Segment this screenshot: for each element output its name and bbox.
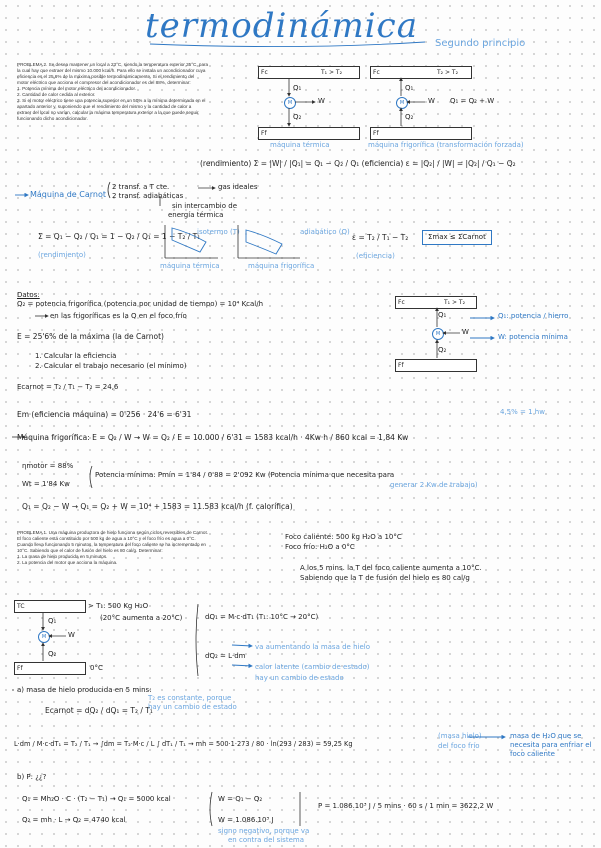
em-line: Em (eficiencia máquina) = 0'256 · 24'6 = 6'31 bbox=[17, 410, 192, 419]
tc-subnote: (20°C aumenta a 20°C) bbox=[100, 614, 183, 622]
cold-reservoir-box-3: Ff bbox=[395, 359, 477, 372]
cold-reservoir-box: Ff bbox=[258, 127, 360, 140]
p-result: P = 1.086.10³ J / 5 mins · 60 s / 1 min = 3622,2 W bbox=[318, 802, 494, 810]
derivation: L·dm / M·c·dT₁ = T₂ / T₁ → ∫dm = T₂·M·c / L ∫ dT₁ / T₁ → mh = 500·1·273 / 80 · ln(293 / 283) = 59,25 Kg bbox=[14, 740, 353, 748]
pct-note: 4,5% = 1 hw bbox=[500, 408, 545, 416]
hot-reservoir-box: Fc T₁ > T₂ bbox=[258, 66, 360, 79]
q1-potencia-note: Q₁: potencia / hierro bbox=[498, 312, 569, 320]
masa-h2o-note: masa de H₂O que se necesita para enfriar el foco caliente bbox=[510, 732, 592, 758]
dq1-formula: dQ₁ = M·c·dT₁ (T₁: 10°C → 20°C) bbox=[205, 613, 319, 621]
w-label: W bbox=[318, 97, 325, 105]
carnot-note-2: hay un cambio de estado bbox=[148, 703, 237, 711]
carnot-sub-1: sin intercambio de bbox=[172, 202, 238, 210]
problem-2-text: PROBLEMA 2. Se desea mantener un local a 23°C, siendo la temperatura exterior 35°C, para la cual hay que extraer del mismo 10.000 kcal/h. Para ello se instala un acondicionador cuya eficiencia es el 25,6% de la máxima posible termodinámicamente. Si el rendimiento del motor eléctrico que acciona el compresor del acondicionador es del 88%, determinar: 1. Potencia mínima del motor eléctrico del acondicionador. 2. Cantidad de calor cedida al exterior. 3. Si el motor eléctrico tiene una potencia superior en un 50% a la mínima determinada en el apartado anterior y, suponiendo que el rendimiento del mismo y la cantidad de calor a extraer del local no varían, calcular la máxima temperatura exterior a la que puede seguir funcionando dicho acondicionador. bbox=[17, 62, 209, 121]
step-1: 1. Calcular la eficiencia bbox=[35, 352, 117, 360]
oc-label: 0°C bbox=[90, 664, 103, 672]
w-part-b-2: W = 1.086.10³ J bbox=[218, 816, 274, 824]
q2-label-2: Q₂ bbox=[405, 113, 414, 121]
blue-note-1: va aumentando la masa de hielo bbox=[255, 643, 370, 651]
tc-value: > T₁: 500 Kg H₂O bbox=[88, 602, 149, 610]
carnot-eps-formula: ε = T₂ / T₁ − T₂ bbox=[352, 233, 409, 242]
isotermo-label: isotermo (T) bbox=[197, 228, 240, 236]
carnot-side-note: gas ideales bbox=[218, 183, 258, 191]
eficiencia-label: (eficiencia) bbox=[356, 252, 395, 260]
negative-note-1: signo negativo, porque va bbox=[218, 827, 310, 835]
q2-definition: Q₂ = potencia frigorífica (potencia por unidad de tiempo) = 10⁴ Kcal/h bbox=[17, 300, 264, 308]
foco-frio: Foco frío: H₂O a 0°C bbox=[285, 543, 355, 551]
rendimiento-label: (rendimiento) bbox=[38, 251, 86, 259]
masa-hielo-note-2: del foco frío bbox=[438, 742, 480, 750]
adiabatico-label: adiabático (Q) bbox=[300, 228, 350, 236]
diagram-2-caption: máquina frigorífica (transformación forzada) bbox=[368, 141, 524, 149]
q2-label-3: Q₂ bbox=[438, 346, 447, 354]
q1-label-2: Q₁ bbox=[405, 84, 414, 92]
q2-subnote: en las frigoríficas es la Q en el foco frío bbox=[50, 312, 187, 320]
machine-m-icon-3: M bbox=[432, 328, 444, 340]
blue-note-2: calor latente (cambio de estado) bbox=[255, 663, 370, 671]
page-subtitle: Segundo principio bbox=[435, 38, 526, 49]
w-label-2: W bbox=[428, 97, 435, 105]
q1-result: Q₁ = Q₂ − W → Q₁ = Q₂ + W = 10⁴ + 1583 = 11.583 kcal/h (f. calorífica) bbox=[22, 502, 293, 511]
carnot-sub-2: energía térmica bbox=[168, 211, 224, 219]
carnot-ratio: Ecarnot = dQ₂ / dQ₁ = T₂ / T₁ bbox=[45, 706, 153, 715]
page-title: termodinámica bbox=[145, 6, 418, 46]
q2-label-4: Q₂ bbox=[48, 650, 57, 658]
negative-note-2: en contra del sistema bbox=[228, 836, 304, 844]
foco-caliente: Foco caliente: 500 kg H₂O a 10°C bbox=[285, 533, 402, 541]
part-a-heading: a) masa de hielo producida en 5 mins: bbox=[17, 686, 152, 694]
e-definition: E = 25'6% de la máxima (la de Carnot) bbox=[17, 332, 164, 341]
q1-label-3: Q₁ bbox=[438, 311, 447, 319]
w-label-3: W bbox=[462, 328, 469, 336]
hot-reservoir-box-3: Fc T₁ > T₂ bbox=[395, 296, 477, 309]
machine-m-icon: M bbox=[284, 97, 296, 109]
part-b-heading: b) P: ¿¿? bbox=[17, 773, 47, 781]
datos-heading: Datos: bbox=[17, 291, 40, 299]
q1-label-4: Q₁ bbox=[48, 617, 57, 625]
carnot-brace-2: 2 transf. adiabáticas bbox=[112, 192, 184, 200]
w-part-b-1: W = Q₁ − Q₂ bbox=[218, 795, 263, 803]
problem-1-text: PROBLEMA 1. Una máquina productora de hielo funciona según ciclos reversibles de Carnot. El foco caliente está constituido por 500 kg de agua a 10°C y el foco frío es agua a 0°C. Cuando lleva funcionando 5 minutos, la temperatura del foco caliente se ha incrementado en 10°C. Sabiendo que el calor de fusión del hielo es 80 cal/g. Determinar: 1. La masa de hielo producida en 5 minutos. 2. La potencia del motor que acciona la máquina. bbox=[17, 530, 209, 565]
n-motor: ηmotor = 88% bbox=[22, 462, 74, 470]
w-potencia-note: W: potencia mínima bbox=[498, 333, 568, 341]
cold-reservoir-box-2: Ff bbox=[370, 127, 472, 140]
hot-reservoir-box-4: TC bbox=[14, 600, 86, 613]
hot-reservoir-box-2: Fc T₂ > T₂ bbox=[370, 66, 472, 79]
potencia-minima: Potencia mínima: Pmín = 1'84 / 0'88 = 2'092 Kw (Potencia mínima que necesita para bbox=[95, 471, 395, 479]
frigorifica-line: Máquina frigorífica: E = Q₂ / W → W = Q₂ / E = 10.000 / 6'31 = 1583 kcal/h · 4Kw·h / 860 kcal = 1,84 Kw bbox=[17, 433, 409, 442]
fusion-note: Sabiendo que la T de fusión del hielo es 80 cal/g bbox=[300, 574, 470, 582]
w-label-4: W bbox=[68, 631, 75, 639]
five-mins-note: A los 5 mins. la T del foco caliente aumenta a 10°C. bbox=[300, 564, 482, 572]
step-2: 2. Calcular el trabajo necesario (el mínimo) bbox=[35, 362, 187, 370]
e-carnot: Ecarnot = T₂ / T₁ − T₂ = 24,6 bbox=[17, 383, 119, 391]
wt-value: Wt = 1'84 Kw bbox=[22, 480, 70, 488]
q1-part-b: Q₁ = Mh₂O · C · (T₂ − T₁) → Q₁ = 5000 kcal bbox=[22, 795, 171, 803]
carnot-efficiency-formula: Σ = Q₁ − Q₂ / Q₁ = 1 − Q₂ / Q₁ = 1 − T₂ / T₁ bbox=[38, 232, 201, 241]
blue-note-3: hay un cambio de estado bbox=[255, 674, 344, 682]
carnot-inequality: Σmax ≤ ΣCarnot bbox=[422, 230, 492, 245]
potencia-minima-note: generar 2 Kw de trabajo) bbox=[390, 481, 478, 489]
carnot-brace-1: 2 transf. a T cte. bbox=[112, 183, 170, 191]
maquina-termica-caption: máquina térmica bbox=[160, 262, 220, 270]
carnot-note-1: T₂ es constante, porque bbox=[148, 694, 232, 702]
machine-m-icon-4: M bbox=[38, 631, 50, 643]
cold-reservoir-box-4: Ff bbox=[14, 662, 86, 675]
masa-hielo-note-1: (masa hielo) bbox=[438, 732, 482, 740]
dq2-formula: dQ₂ = L·dm bbox=[205, 652, 246, 660]
carnot-heading: Máquina de Carnot bbox=[30, 190, 106, 199]
diagram-1-caption: máquina térmica bbox=[270, 141, 330, 149]
q2-part-b: Q₂ = mh · L → Q₂ = 4740 kcal bbox=[22, 816, 126, 824]
efficiency-definitions: (rendimiento) Σ = |W| / |Q₁| = Q₁ − Q₂ / Q₁ (eficiencia) ε = |Q₂| / |W| = |Q₂| / Q₁ − Q₂ bbox=[200, 159, 516, 168]
maquina-frigorifica-caption: máquina frigorífica bbox=[248, 262, 315, 270]
energy-balance: Q₁ = Q₂ + W bbox=[450, 97, 495, 105]
machine-m-icon-2: M bbox=[396, 97, 408, 109]
q1-label: Q₁ bbox=[293, 84, 302, 92]
q2-label: Q₂ bbox=[293, 113, 302, 121]
